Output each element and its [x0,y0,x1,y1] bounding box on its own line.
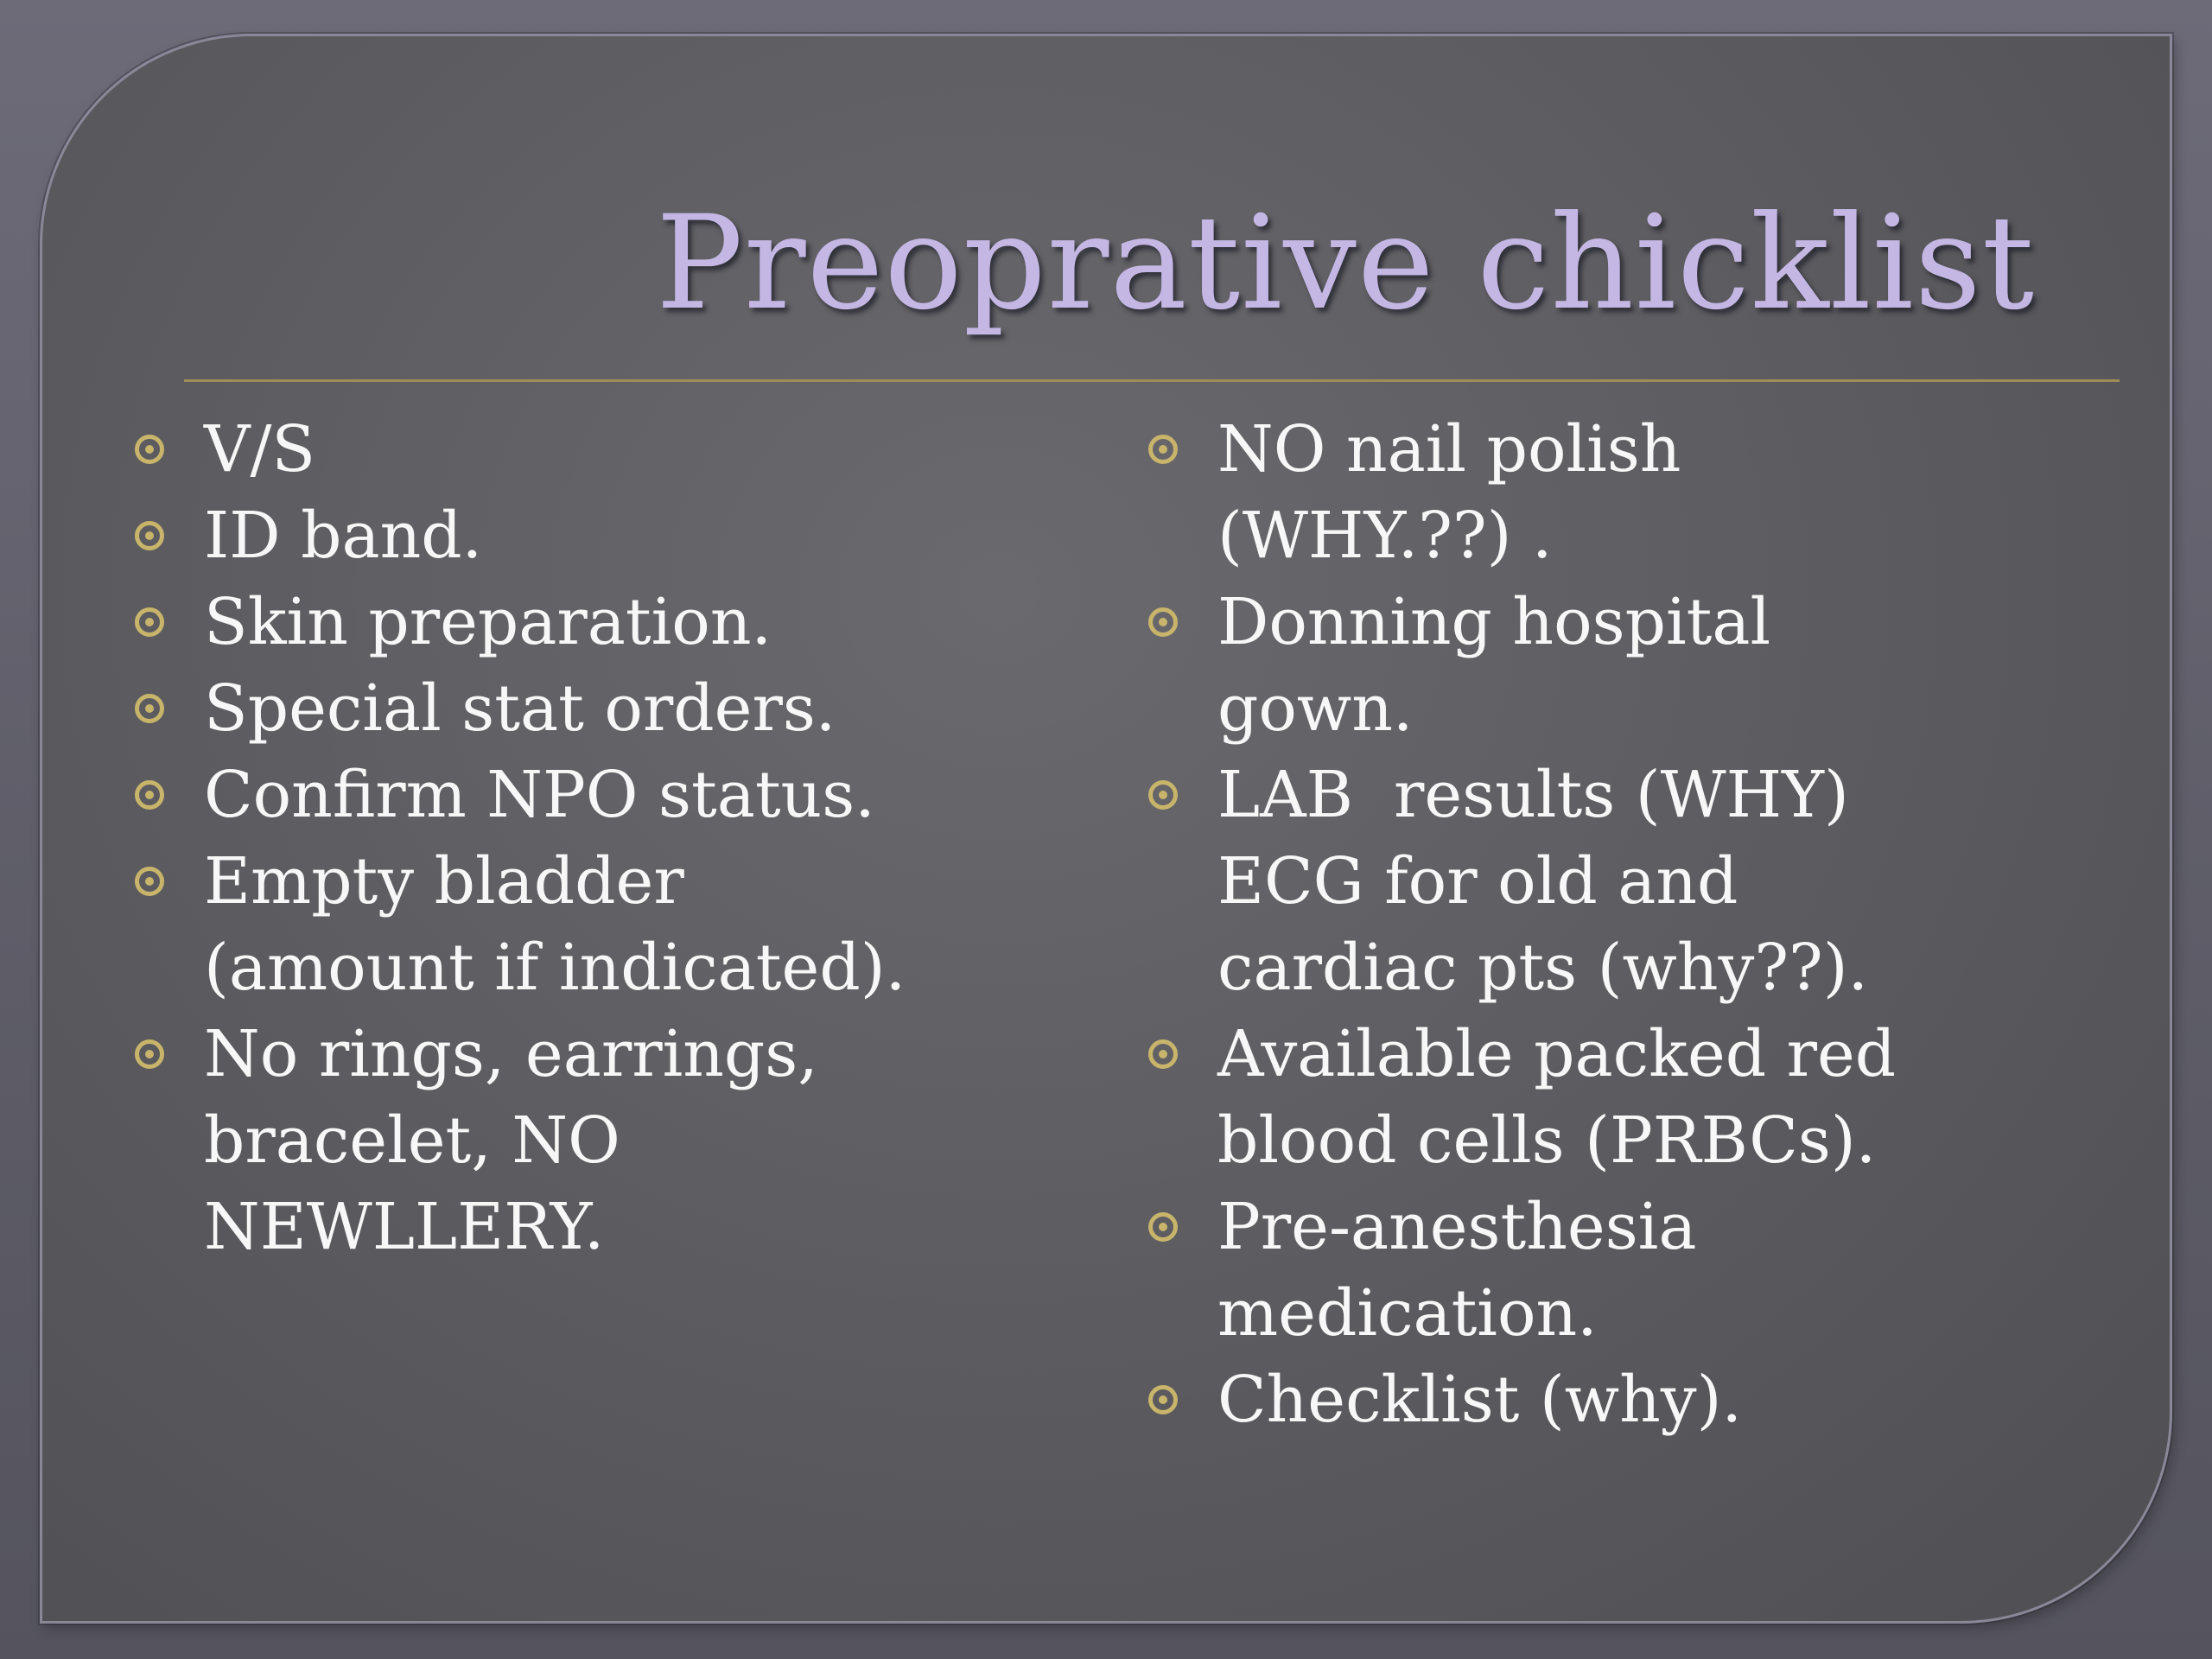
list-item [131,493,1082,579]
item-text: LAB results (WHY) [1217,758,1849,832]
list-item [131,665,1082,752]
item-text: Special stat orders. [204,671,836,746]
item-text: ECG for old and [1217,844,1738,918]
list-item [1145,579,2113,752]
circle-dot-bullet-icon [135,521,164,550]
item-text: Confirm NPO status. [204,758,875,832]
left-bullet-list [131,406,1082,1270]
slide-title: Preoprative chicklist [656,188,2035,339]
circle-dot-bullet-icon [135,1039,164,1069]
circle-dot-bullet-icon [1148,780,1178,810]
item-text: bracelet, NO [204,1103,620,1178]
circle-dot-bullet-icon [135,435,164,464]
item-text: Checklist (why). [1217,1363,1742,1437]
circle-dot-bullet-icon [1148,435,1178,464]
circle-dot-bullet-icon [1148,1039,1178,1069]
item-text: cardiac pts (why??). [1217,931,1869,1005]
item-text: Skin preparation. [204,585,772,659]
item-text: Donning hospital [1217,585,1771,659]
list-item [1145,1184,2113,1357]
circle-dot-bullet-icon [135,780,164,810]
circle-dot-bullet-icon [135,694,164,723]
list-item [131,406,1082,493]
item-text: (amount if indicated). [204,931,906,1005]
list-item [1145,406,2113,579]
item-text: NO nail polish [1217,412,1681,486]
item-text: Available packed red [1217,1017,1897,1091]
list-item [131,1011,1082,1270]
item-text: No rings, earrings, [204,1017,818,1091]
item-text: V/S [204,412,316,486]
circle-dot-bullet-icon [135,607,164,637]
list-item [1145,1357,2113,1443]
title-divider [184,379,2120,382]
list-item [131,838,1082,1011]
circle-dot-bullet-icon [1148,1385,1178,1414]
item-text: Pre-anesthesia [1217,1190,1697,1264]
circle-dot-bullet-icon [1148,607,1178,637]
list-item [1145,752,2113,1011]
circle-dot-bullet-icon [1148,1212,1178,1242]
item-text: (WHY.??) . [1217,499,1553,573]
list-item [131,579,1082,665]
item-text: ID band. [204,499,483,573]
item-text: NEWLLERY. [204,1190,605,1264]
circle-dot-bullet-icon [135,867,164,896]
item-text: gown. [1217,671,1414,746]
item-text: Empty bladder [204,844,684,918]
list-item [1145,1011,2113,1184]
right-bullet-list [1145,406,2113,1443]
item-text: blood cells (PRBCs). [1217,1103,1877,1178]
item-text: medication. [1217,1276,1598,1351]
list-item [131,752,1082,838]
